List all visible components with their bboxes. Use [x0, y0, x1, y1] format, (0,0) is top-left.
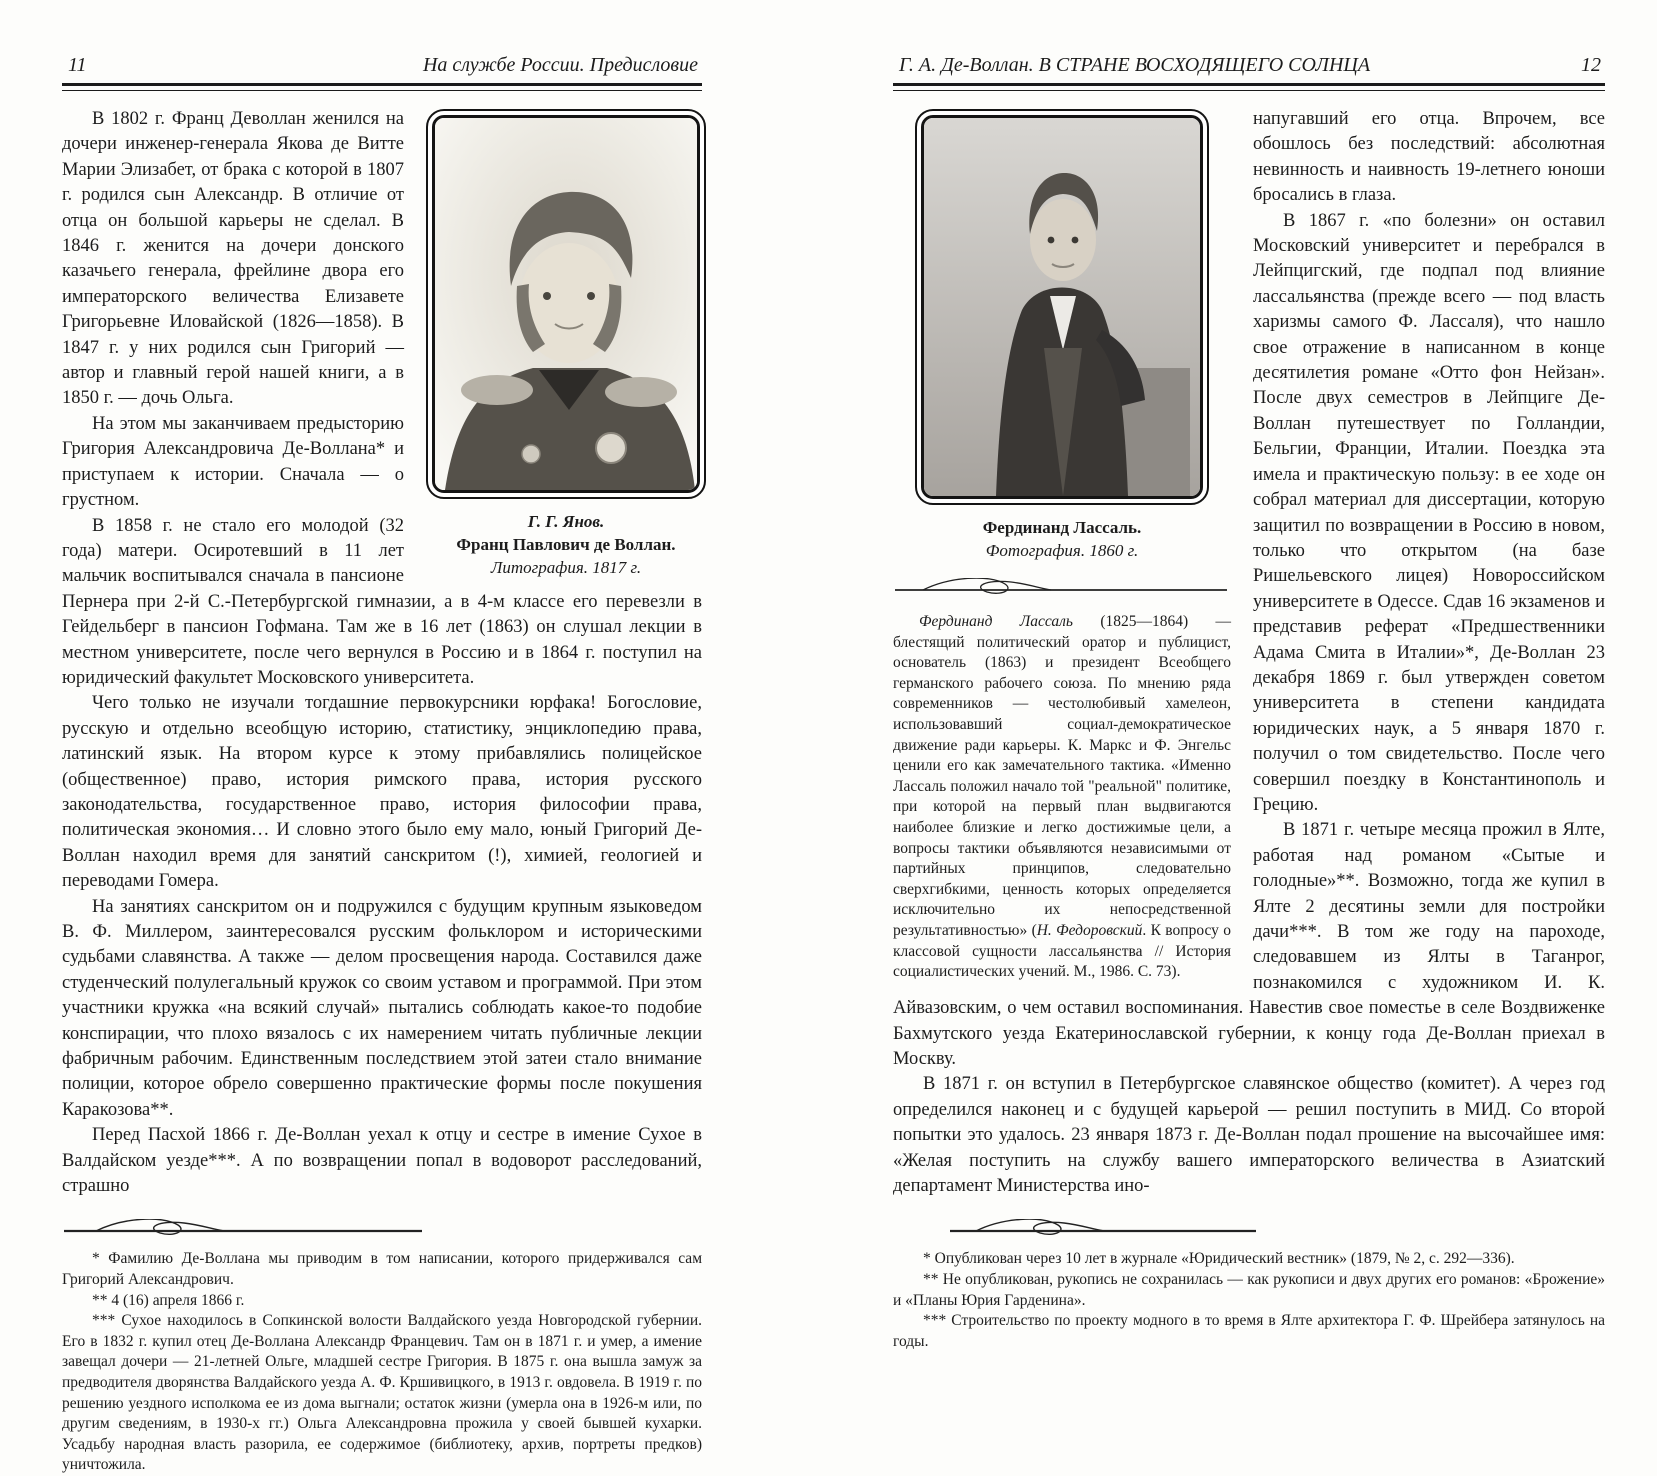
page-number: 12 [1581, 54, 1601, 76]
lithograph-portrait-illustration [435, 118, 700, 490]
portrait-photograph [921, 115, 1203, 499]
running-title: На службе России. Предисловие [422, 54, 698, 76]
paragraph: Чего только не изучали тогдашние первокурсники юрфака! Богословие, русскую и отдельно всеобщую историю, статистику, энциклопедию права, латинский язык. На втором курсе к этому прибавлялись полицейское (общественное) право, история римского права, история русского законодательства, государственное право, история философии права, политическая экономия… И словно этого было ему мало, юный Григорий Де-Воллан находил время для занятий санскритом (!), химией, геологией и переводами Гомера. [62, 693, 702, 892]
caption-subject: Франц Павлович де Воллан. [456, 535, 676, 554]
running-title: Г. А. Де-Воллан. В СТРАНЕ ВОСХОДЯЩЕГО СОЛНЦА [899, 54, 1371, 76]
caption-medium-year: Фотография. 1860 г. [985, 541, 1139, 560]
footnote: ** 4 (16) апреля 1866 г. [92, 1291, 245, 1309]
footnote: *** Строительство по проекту модного в то время в Ялте архитектора Г. Ф. Шрейбера затянулось на годы. [893, 1312, 1605, 1350]
portrait-frame [426, 109, 706, 499]
header-rule [893, 83, 1605, 91]
footnote-divider-flourish [62, 1219, 702, 1239]
figure-ferdinand-lassalle [893, 109, 1231, 983]
page-number: 11 [68, 54, 87, 76]
figure-caption [426, 510, 706, 579]
footnote: *** Сухое находилось в Сопкинской волости Валдайского уезда Новгородской губернии. Его в 1832 г. купил отец Де-Воллана Александр Францевич. Там он в 1871 г. и умер, а имение завещал дочери — 21-летней Ольге, младшей сестре Григория. В 1875 г. она вышла замуж за предводителя дворянства Валдайского уезда А. Ф. Кршивицкого, в 1913 г. овдовела. В 1919 г. по решению уездного исполкома ее из дома выгнали; остаток жизни (умерла она в 1926-м или, по другим сведениям, в 1930-х гг.) Ольга Александровна прожила у своей бывшей кухарки. Усадьбу народная власть разорила, ее содержимое (библиотеку, архив, портреты предков) уничтожила. [62, 1312, 702, 1474]
page-body-text [893, 107, 1605, 1199]
paragraph: На занятиях санскритом он и подружился с будущим крупным языковедом В. Ф. Миллером, заинтересовался русским фольклором и историческими судьбами славянства. А также — делом просвещения народа. Составился даже студенческий полулегальный кружок со своим уставом и программой. При этом участники кружка «на всякий случай» пытались соблюдать какое-то подобие конспирации, что плохо вязалось с их намерением читать публичные лекции фабричным рабочим. Единственным последствием этой затеи стало внимание полиции, которое обрело совершенно практические формы после покушения Каракозова**. [62, 896, 702, 1120]
header-rule [62, 83, 702, 91]
footnote: * Фамилию Де-Воллана мы приводим в том написании, которого придерживался сам Григорий Александрович. [62, 1250, 702, 1289]
caption-medium-year: Литография. 1817 г. [490, 558, 642, 577]
paragraph: напугавший его отца. Впрочем, все обошлось без последствий: абсолютная невинность и наивность 19-летнего юноши бросались в глаза. [1253, 109, 1605, 206]
paragraph: В 1858 г. не стало его молодой (32 года) матери. Осиротевший в 11 лет мальчик воспитывался сначала в пансионе Пернера при 2-й С.-Петербургской гимназии, а в 4-м классе его перевезли в Гейдельберг в пансион Гофмана. Там же в 16 лет (1863) он слушал лекции в местном университете, после чего вернулся в Россию и в 1864 г. поступил на юридический факультет Московского университета. [62, 515, 702, 688]
bio-cite-author: Н. Федоровский [1036, 921, 1143, 939]
paragraph: В 1871 г. четыре месяца прожил в Ялте, работая над романом «Сытые и голодные»**. Возможно, тогда же купил в Ялте 2 десятины земли для постройки дачи***. В том же году на пароходе, следовавшем из Ялты в Таганрог, познакомился с художником И. К. Айвазовским, о чем оставил воспоминания. Навестив свое поместье в селе Воздвиженке Бахмутского уезда Екатеринославской губернии, к концу года Де-Воллан приехал в Москву. [893, 820, 1605, 1070]
footnotes-block [893, 1249, 1605, 1352]
book-page-left [62, 54, 702, 1476]
page-header [893, 54, 1605, 83]
paragraph: В 1802 г. Франц Деволлан женился на дочери инженер-генерала Якова де Витте Марии Элизабет, от брака с которой в 1807 г. родился сын Александр. В отличие от отца он большой карьеры не сделал. В 1846 г. женится на дочери донского казачьего генерала, фрейлине двора его императорского величества Елизавете Григорьевне Иловайской (1826—1858). В 1847 г. у них родился сын Григорий — автор и главный герой нашей книги, а в 1850 г. — дочь Ольга. [62, 109, 404, 409]
bio-lead-name: Фердинанд Лассаль [919, 613, 1073, 630]
portrait-lithograph [432, 115, 700, 493]
footnote: * Опубликован через 10 лет в журнале «Юридический вестник» (1879, № 2, с. 292—336). [923, 1250, 1515, 1268]
photograph-portrait-illustration [924, 118, 1203, 496]
caption-subject: Фердинанд Лассаль. [982, 518, 1142, 537]
caption-divider-flourish [893, 578, 1231, 598]
page-header [62, 54, 702, 83]
footnotes-block [62, 1249, 702, 1476]
paragraph: В 1871 г. он вступил в Петербургское славянское общество (комитет). А через год определился наконец и с будущей карьерой — решил поступить в МИД. Со второй попытки это удалось. 23 января 1873 г. Де-Воллан подал прошение на высочайшее имя: «Желая поступить на службу вашего императорского величества в Азиатский департамент Министерства ино- [893, 1074, 1605, 1197]
page-body-text [62, 107, 702, 1199]
biography-note [893, 612, 1231, 983]
paragraph: На этом мы заканчиваем предысторию Григория Александровича Де-Воллана* и приступаем к истории. Сначала — о грустном. [62, 413, 404, 511]
book-page-right [893, 54, 1605, 1352]
portrait-frame [915, 109, 1209, 505]
bio-tail: . К вопросу о классовой сущности лассальянства // История социалистических учений. М., 1986. С. 73). [893, 921, 1231, 981]
footnote: ** Не опубликован, рукопись не сохранилась — как рукописи и двух других его романов: «Брожение» и «Планы Юрия Гарденина». [893, 1271, 1605, 1309]
footnote-divider-flourish [948, 1219, 1605, 1239]
paragraph: Перед Пасхой 1866 г. Де-Воллан уехал к отцу и сестре в имение Сухое в Валдайском уезде***. А по возвращении попал в водоворот расследований, страшно [62, 1125, 702, 1197]
figure-franz-de-vollan [426, 109, 706, 579]
paragraph: В 1867 г. «по болезни» он оставил Московский университет и перебрался в Лейпцигский, где подпал под влияние лассальянства (прежде всего — под власть харизмы самого Ф. Лассаля), что нашло свое отражение в написанном в конце десятилетия романе «Отто фон Нейзан». После двух семестров в Лейпциге Де-Воллан путешествует по Голландии, Бельгии, Франции, Италии. Поездка эта имела и практическую пользу: в ее ходе он собрал материал для диссертации, которую защитил по возвращении в Россию в новом, только что открытом (на базе Ришельевского лицея) Новороссийском университете в Одессе. Сдав 16 экзаменов и представив реферат «Предшественники Адама Смита в Италии»*, Де-Воллан 23 декабря 1869 г. был утвержден советом университета в степени кандидата юридических наук, а 5 января 1870 г. получил о том свидетельство. После чего совершил поездку в Константинополь и Грецию. [1253, 210, 1605, 815]
figure-caption [893, 516, 1231, 562]
caption-artist: Г. Г. Янов. [527, 512, 605, 531]
bio-body: (1825—1864) — блестящий политический оратор и публицист, основатель (1863) и президент Всеобщего германского рабочего союза. По мнению ряда современников — честолюбивый хамелеон, использовавший социал-демократическое движение ради карьеры. К. Маркс и Ф. Энгельс ценили его как замечательного тактика. «Именно Лассаль положил начало той "реальной" политике, при которой на первый план выдвигаются наиболее близкие и легко достижимые цели, а вопросы тактики объявляются независимыми от партийных принципов, следовательно сверхгибкими, ценность которых определяется исключительно их непосредственной результативностью» ( [893, 613, 1231, 939]
